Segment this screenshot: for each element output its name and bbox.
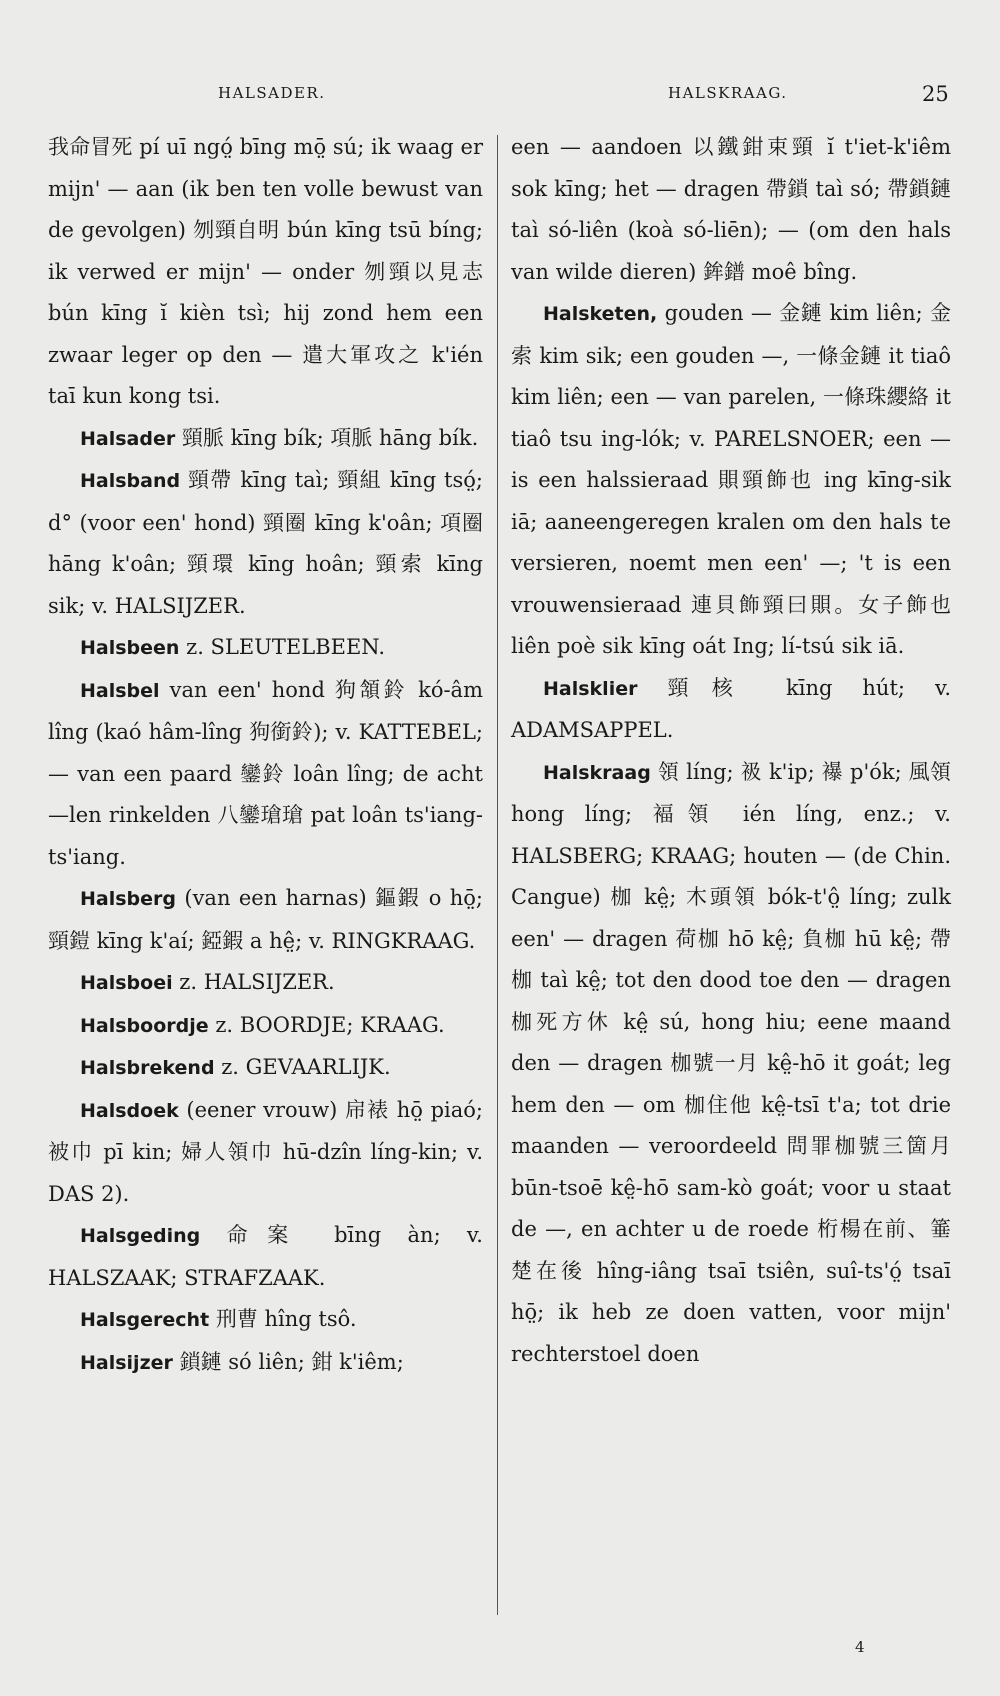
entry-headword: Halsboei xyxy=(80,972,173,994)
entry-text: 頸脈 kīng bík; 項脈 hāng bík. xyxy=(181,425,479,450)
dictionary-entry xyxy=(48,1215,483,1299)
left-column xyxy=(48,127,483,1384)
entry-text: 命案 bīng àn; v. HALSZAAK; STRAFZAAK. xyxy=(48,1223,483,1290)
entry-text: gouden — 金鏈 kim liên; 金索 kim sik; een gouden —, 一條金鏈 it tiaô kim liên; een — van parelen, 一條珠纓絡 it tiaô tsu ing-lók; v. PARELSNOER; een — is een halssieraad 賏頸飾也 ing kīng-sik iā; aaneengeregen kralen om den hals te versieren, noemt men een' —; 't is een vrouwensieraad 連貝飾頸曰賏。女子飾也 liên poè sik kīng oát Ing; lí-tsú sik iā. xyxy=(511,301,951,658)
entry-headword: Halskraag xyxy=(543,761,651,784)
dictionary-entry xyxy=(48,878,483,962)
entry-text: z. BOORDJE; KRAAG. xyxy=(215,1012,445,1037)
dictionary-entry xyxy=(48,418,483,461)
entry-headword: Halsader xyxy=(80,427,176,450)
entry-headword: Halsboordje xyxy=(80,1014,209,1037)
entry-headword: Halsijzer xyxy=(80,1351,173,1374)
column-divider xyxy=(497,135,498,1615)
entry-text: 我命冒死 pí uī ngó̤ bīng mō̤ sú; ik waag er mijn' — aan (ik ben ten volle bewust van de gevolgen) 刎頸自明 bún kīng tsū bíng; ik verwed er mijn' — onder 刎頸以見志 bún kīng ĭ kièn tsì; hij zond hem een zwaar leger op den — 遣大軍攻之 k'ién taī kun kong tsi. xyxy=(48,135,483,408)
dictionary-entry xyxy=(48,627,483,670)
entry-headword: Halsband xyxy=(80,470,181,492)
entry-text: een — aandoen 以鐵鉗束頸 ĭ t'iet-k'iêm sok kīng; het — dragen 帶鎖 taì só; 帶鎖鏈 taì só-liên (koà só-liēn); — (om den hals van wilde dieren) 鉾鐠 moê bîng. xyxy=(511,135,951,284)
dictionary-entry xyxy=(48,962,483,1005)
entry-continuation xyxy=(48,127,483,418)
dictionary-entry xyxy=(511,668,951,752)
dictionary-entry xyxy=(48,1299,483,1342)
entry-headword: Halsbrekend xyxy=(80,1057,215,1079)
dictionary-entry xyxy=(48,1005,483,1048)
entry-headword: Halsketen, xyxy=(543,303,658,325)
entry-headword: Halsbeen xyxy=(80,637,180,659)
entry-text: z. GEVAARLIJK. xyxy=(221,1055,391,1079)
running-head-left: HALSADER. xyxy=(218,84,326,102)
dictionary-entry xyxy=(48,460,483,627)
right-column xyxy=(511,127,951,1375)
entry-headword: Halsklier xyxy=(543,677,638,700)
entry-text: 刑曹 hîng tsô. xyxy=(215,1307,357,1331)
entry-text: z. SLEUTELBEEN. xyxy=(186,635,385,659)
entry-text: 鎖鏈 só liên; 鉗 k'iêm; xyxy=(179,1349,404,1374)
entry-text: 頸核 kīng hút; v. ADAMSAPPEL. xyxy=(511,675,951,742)
entry-headword: Halsbel xyxy=(80,679,160,702)
entry-headword: Halsdoek xyxy=(80,1099,179,1122)
entry-continuation xyxy=(511,127,951,293)
dictionary-entry xyxy=(48,1090,483,1216)
entry-text: (van een harnas) 鏂鍜 o hō̤; 頸鎧 kīng k'aí; 錏鍜 a hê̤; v. RINGKRAAG. xyxy=(48,886,483,953)
entry-text: (eener vrouw) 帍裱 hō̤ piaó; 被巾 pī kin; 婦人領巾 hū-dzîn líng-kin; v. DAS 2). xyxy=(48,1097,483,1206)
entry-text: van een' hond 狗頷鈴 kó-âm lîng (kaó hâm-lîng 狗銜鈴); v. KATTEBEL; — van een paard 鑾鈴 loân lîng; de acht —len rinkelden 八鑾瑲瑲 pat loân ts'iang-ts'iang. xyxy=(48,677,483,869)
entry-text: z. HALSIJZER. xyxy=(179,970,335,994)
signature-mark: 4 xyxy=(855,1638,865,1656)
dictionary-entry xyxy=(511,293,951,668)
running-head-right: HALSKRAAG. xyxy=(668,84,788,102)
entry-headword: Halsberg xyxy=(80,888,177,910)
entry-text: 頸帶 kīng taì; 頸組 kīng tsó̤; d° (voor een' hond) 頸圈 kīng k'oân; 項圈 hāng k'oân; 頸環 kīng hoân; 頸索 kīng sik; v. HALSIJZER. xyxy=(48,468,483,618)
dictionary-entry xyxy=(48,1342,483,1385)
dictionary-entry xyxy=(511,752,951,1376)
page-number: 25 xyxy=(922,82,949,106)
entry-text: 領 líng; 衱 k'ip; 襮 p'ók; 風領 hong líng; 褔領 ién líng, enz.; v. HALSBERG; KRAAG; houten — (de Chin. Cangue) 枷 kê̤; 木頭領 bók-t'ô̤ líng; zulk een' — dragen 荷枷 hō kê̤; 負枷 hū kê̤; 帶枷 taì kê̤; tot den dood toe den — dragen 枷死方休 kê̤ sú, hong hiu; eene maand den — dragen 枷號一月 kê̤-hō it goát; leg hem den — om 枷住他 kê̤-tsī t'a; tot drie maanden — veroordeeld 問罪枷號三箇月 būn-tsoē kê̤-hō sam-kò goát; voor u staat de —, en achter u de roede 桁楊在前、箠楚在後 hîng-iâng tsaī tsiên, suî-ts'ó̤ tsaī hō̤; ik heb ze doen vatten, voor mijn' rechterstoel doen xyxy=(511,759,951,1366)
entry-headword: Halsgeding xyxy=(80,1225,201,1247)
dictionary-entry xyxy=(48,670,483,879)
entry-headword: Halsgerecht xyxy=(80,1309,210,1331)
dictionary-entry xyxy=(48,1047,483,1090)
